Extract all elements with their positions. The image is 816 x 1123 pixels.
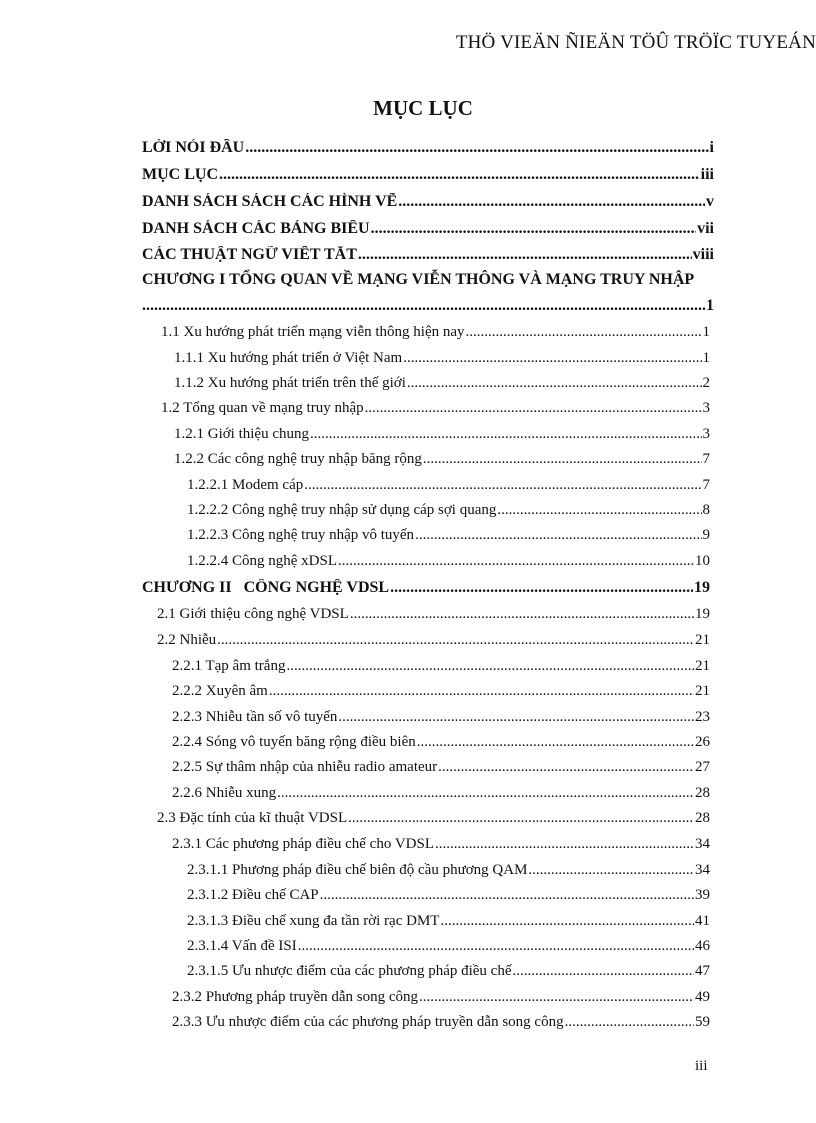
toc-entry-2-3-1-5[interactable] [187, 963, 710, 980]
dot-leader [286, 658, 694, 675]
toc-entry-page: vii [697, 220, 714, 237]
toc-entry-page: 34 [695, 862, 710, 878]
toc-entry-chapter-1[interactable] [142, 297, 714, 315]
toc-entry-page: 41 [695, 913, 710, 929]
toc-entry-page: 47 [695, 963, 710, 979]
dot-leader [245, 139, 708, 157]
toc-entry-1-1[interactable] [161, 324, 710, 341]
dot-leader [423, 451, 702, 468]
toc-entry-page: 49 [695, 989, 710, 1005]
toc-entry-page: 3 [702, 426, 710, 442]
toc-entry-label: 2.3.1.5 Ưu nhược điểm của các phương pháp điều chế [187, 963, 512, 979]
dot-leader [310, 426, 702, 443]
dot-leader [338, 553, 694, 570]
toc-entry-2-3-1-1[interactable] [187, 862, 710, 879]
toc-entry-label: 1.2.2 Các công nghệ truy nhập băng rộng [174, 451, 422, 467]
toc-entry-list-of-tables[interactable] [142, 220, 714, 238]
toc-entry-1-2-2-1[interactable] [187, 477, 710, 494]
dot-leader [565, 1014, 694, 1031]
dot-leader [528, 862, 694, 879]
toc-entry-page: 28 [695, 785, 710, 801]
toc-entry-label: 2.2.1 Tạp âm trắng [172, 658, 286, 674]
toc-entry-page: 27 [695, 759, 710, 775]
toc-entry-label: 1.1.2 Xu hướng phát triển trên thế giới [174, 375, 406, 391]
toc-entry-page: viii [692, 246, 714, 263]
toc-entry-page: 26 [695, 734, 710, 750]
toc-entry-2-3-1[interactable] [172, 836, 710, 853]
toc-entry-label: 2.3.1 Các phương pháp điều chế cho VDSL [172, 836, 434, 852]
toc-entry-label-title: CÔNG NGHỆ VDSL [243, 579, 390, 596]
dot-leader [142, 297, 705, 315]
dot-leader [513, 963, 695, 980]
toc-entry-page: 9 [702, 527, 710, 543]
toc-entry-label: CÁC THUẬT NGỮ VIẾT TẮT [142, 246, 357, 263]
toc-entry-2-2-3[interactable] [172, 709, 710, 726]
toc-entry-label: 1.2 Tổng quan về mạng truy nhập [161, 400, 364, 416]
toc-entry-2-2-5[interactable] [172, 759, 710, 776]
toc-entry-page: 46 [695, 938, 710, 954]
toc-entry-contents[interactable] [142, 166, 714, 184]
toc-entry-1-1-1[interactable] [174, 350, 710, 367]
toc-entry-page: 34 [695, 836, 710, 852]
toc-entry-label: LỜI NÓI ĐẦU [142, 139, 245, 156]
toc-entry-page: 21 [695, 632, 710, 648]
toc-entry-page: 28 [695, 810, 710, 826]
toc-entry-label: 2.2.5 Sự thâm nhập của nhiễu radio amateur [172, 759, 438, 775]
toc-entry-page: 1 [702, 324, 710, 340]
dot-leader [417, 734, 694, 751]
toc-entry-page: iii [700, 166, 714, 183]
toc-entry-label: 1.1.1 Xu hướng phát triển ở Việt Nam [174, 350, 403, 366]
page-title: MỤC LỤC [373, 96, 473, 120]
dot-leader [398, 193, 705, 211]
dot-leader [304, 477, 701, 494]
dot-leader [348, 810, 694, 827]
toc-entry-label: 1.2.2.4 Công nghệ xDSL [187, 553, 337, 569]
toc-entry-page: 23 [695, 709, 710, 725]
dot-leader [219, 166, 700, 184]
toc-entry-2-2-1[interactable] [172, 658, 710, 675]
dot-leader [269, 683, 694, 700]
toc-entry-page: 19 [695, 606, 710, 622]
toc-entry-page: 3 [702, 400, 710, 416]
toc-entry-1-2-2-4[interactable] [187, 553, 710, 570]
dot-leader [390, 579, 693, 597]
toc-entry-1-2-1[interactable] [174, 426, 710, 443]
dot-leader [365, 400, 702, 417]
toc-entry-label: 1.2.2.1 Modem cáp [187, 477, 304, 493]
dot-leader [298, 938, 694, 955]
toc-entry-label: 1.2.2.3 Công nghệ truy nhập vô tuyến [187, 527, 415, 543]
toc-entry-label: 2.3.2 Phương pháp truyền dẫn song công [172, 989, 419, 1005]
toc-entry-2-2-4[interactable] [172, 734, 710, 751]
dot-leader [371, 220, 697, 238]
toc-entry-1-1-2[interactable] [174, 375, 710, 392]
toc-entry-page: i [709, 139, 714, 156]
toc-entry-page: 21 [695, 658, 710, 674]
toc-entry-page: 8 [702, 502, 710, 518]
dot-leader [358, 246, 692, 264]
dot-leader [415, 527, 701, 544]
toc-entry-page: 1 [702, 350, 710, 366]
toc-entry-label: 2.3 Đặc tính của kĩ thuật VDSL [157, 810, 348, 826]
dot-leader [438, 759, 694, 776]
toc-entry-page: 7 [702, 451, 710, 467]
toc-entry-2-3-3[interactable] [172, 1014, 710, 1031]
dot-leader [407, 375, 702, 392]
toc-entry-page: 59 [695, 1014, 710, 1030]
dot-leader [217, 632, 694, 649]
toc-entry-2-2-2[interactable] [172, 683, 710, 700]
toc-entry-label: 2.3.1.2 Điều chế CAP [187, 887, 319, 903]
toc-entry-label: 2.2.6 Nhiễu xung [172, 785, 277, 801]
toc-entry-list-of-figures[interactable] [142, 193, 714, 211]
toc-entry-2-3-2[interactable] [172, 989, 710, 1006]
toc-entry-label: 1.1 Xu hướng phát triển mạng viễn thông hiện nay [161, 324, 465, 340]
toc-entry-label: 2.3.3 Ưu nhược điểm của các phương pháp truyền dẫn song công [172, 1014, 564, 1030]
toc-entry-1-2-2[interactable] [174, 451, 710, 468]
toc-entry-label: 1.2.2.2 Công nghệ truy nhập sử dụng cáp sợi quang [187, 502, 497, 518]
toc-entry-page: v [706, 193, 714, 210]
toc-entry-page: 21 [695, 683, 710, 699]
dot-leader [466, 324, 702, 341]
dot-leader [419, 989, 694, 1006]
dot-leader [435, 836, 694, 853]
toc-entry-label: 2.3.1.4 Vấn đề ISI [187, 938, 297, 954]
toc-entry-label: CHƯƠNG II [142, 579, 232, 596]
toc-entry-label: 2.2.3 Nhiễu tần số vô tuyến [172, 709, 338, 725]
toc-entry-page: 2 [702, 375, 710, 391]
toc-entry-1-2-2-2[interactable] [187, 502, 710, 519]
toc-entry-label: 2.2.4 Sóng vô tuyến băng rộng điều biên [172, 734, 416, 750]
toc-entry-label: 2.1 Giới thiệu công nghệ VDSL [157, 606, 349, 622]
toc-entry-page: 19 [694, 579, 710, 596]
toc-entry-chapter-2[interactable] [142, 579, 710, 597]
dot-leader [497, 502, 701, 519]
toc-entry-abbreviations[interactable] [142, 246, 714, 264]
toc-entry-2-3-1-2[interactable] [187, 887, 710, 904]
toc-entry-label: 2.2.2 Xuyên âm [172, 683, 268, 699]
toc-entry-2-2[interactable] [157, 632, 710, 649]
toc-entry-page: 1 [706, 297, 714, 314]
toc-entry-page: 10 [695, 553, 710, 569]
toc-entry-2-2-6[interactable] [172, 785, 710, 802]
toc-entry-label: 1.2.1 Giới thiệu chung [174, 426, 309, 442]
toc-entry-page: 39 [695, 887, 710, 903]
toc-entry-1-2[interactable] [161, 400, 710, 417]
toc-entry-label: DANH SÁCH SÁCH CÁC HÌNH VẼ [142, 193, 398, 210]
toc-entry-2-3-1-4[interactable] [187, 938, 710, 955]
toc-entry-2-3-1-3[interactable] [187, 913, 710, 930]
running-header: THÖ VIEÄN ÑIEÄN TÖÛ TRÖÏC TUYEÁN [455, 32, 816, 53]
toc-entry-label: DANH SÁCH CÁC BẢNG BIỂU [142, 220, 370, 237]
toc-entry-1-2-2-3[interactable] [187, 527, 710, 544]
toc-entry-chapter-1-title[interactable]: CHƯƠNG I TỔNG QUAN VỀ MẠNG VIỄN THÔNG VÀ MẠNG TRUY NHẬP [142, 271, 695, 288]
toc-entry-preface[interactable] [142, 139, 714, 157]
toc-entry-label: MỤC LỤC [142, 166, 218, 183]
dot-leader [350, 606, 694, 623]
toc-entry-label: 2.3.1.3 Điều chế xung đa tần rời rạc DMT [187, 913, 440, 929]
toc-entry-label: 2.2 Nhiễu [157, 632, 217, 648]
dot-leader [440, 913, 694, 930]
dot-leader [403, 350, 701, 367]
page-number: iii [695, 1058, 708, 1074]
toc-entry-page: 7 [702, 477, 710, 493]
dot-leader [338, 709, 694, 726]
dot-leader [277, 785, 694, 802]
dot-leader [320, 887, 694, 904]
toc-entry-2-3[interactable] [157, 810, 710, 827]
toc-entry-label: 2.3.1.1 Phương pháp điều chế biên độ cầu phương QAM [187, 862, 528, 878]
toc-entry-2-1[interactable] [157, 606, 710, 623]
